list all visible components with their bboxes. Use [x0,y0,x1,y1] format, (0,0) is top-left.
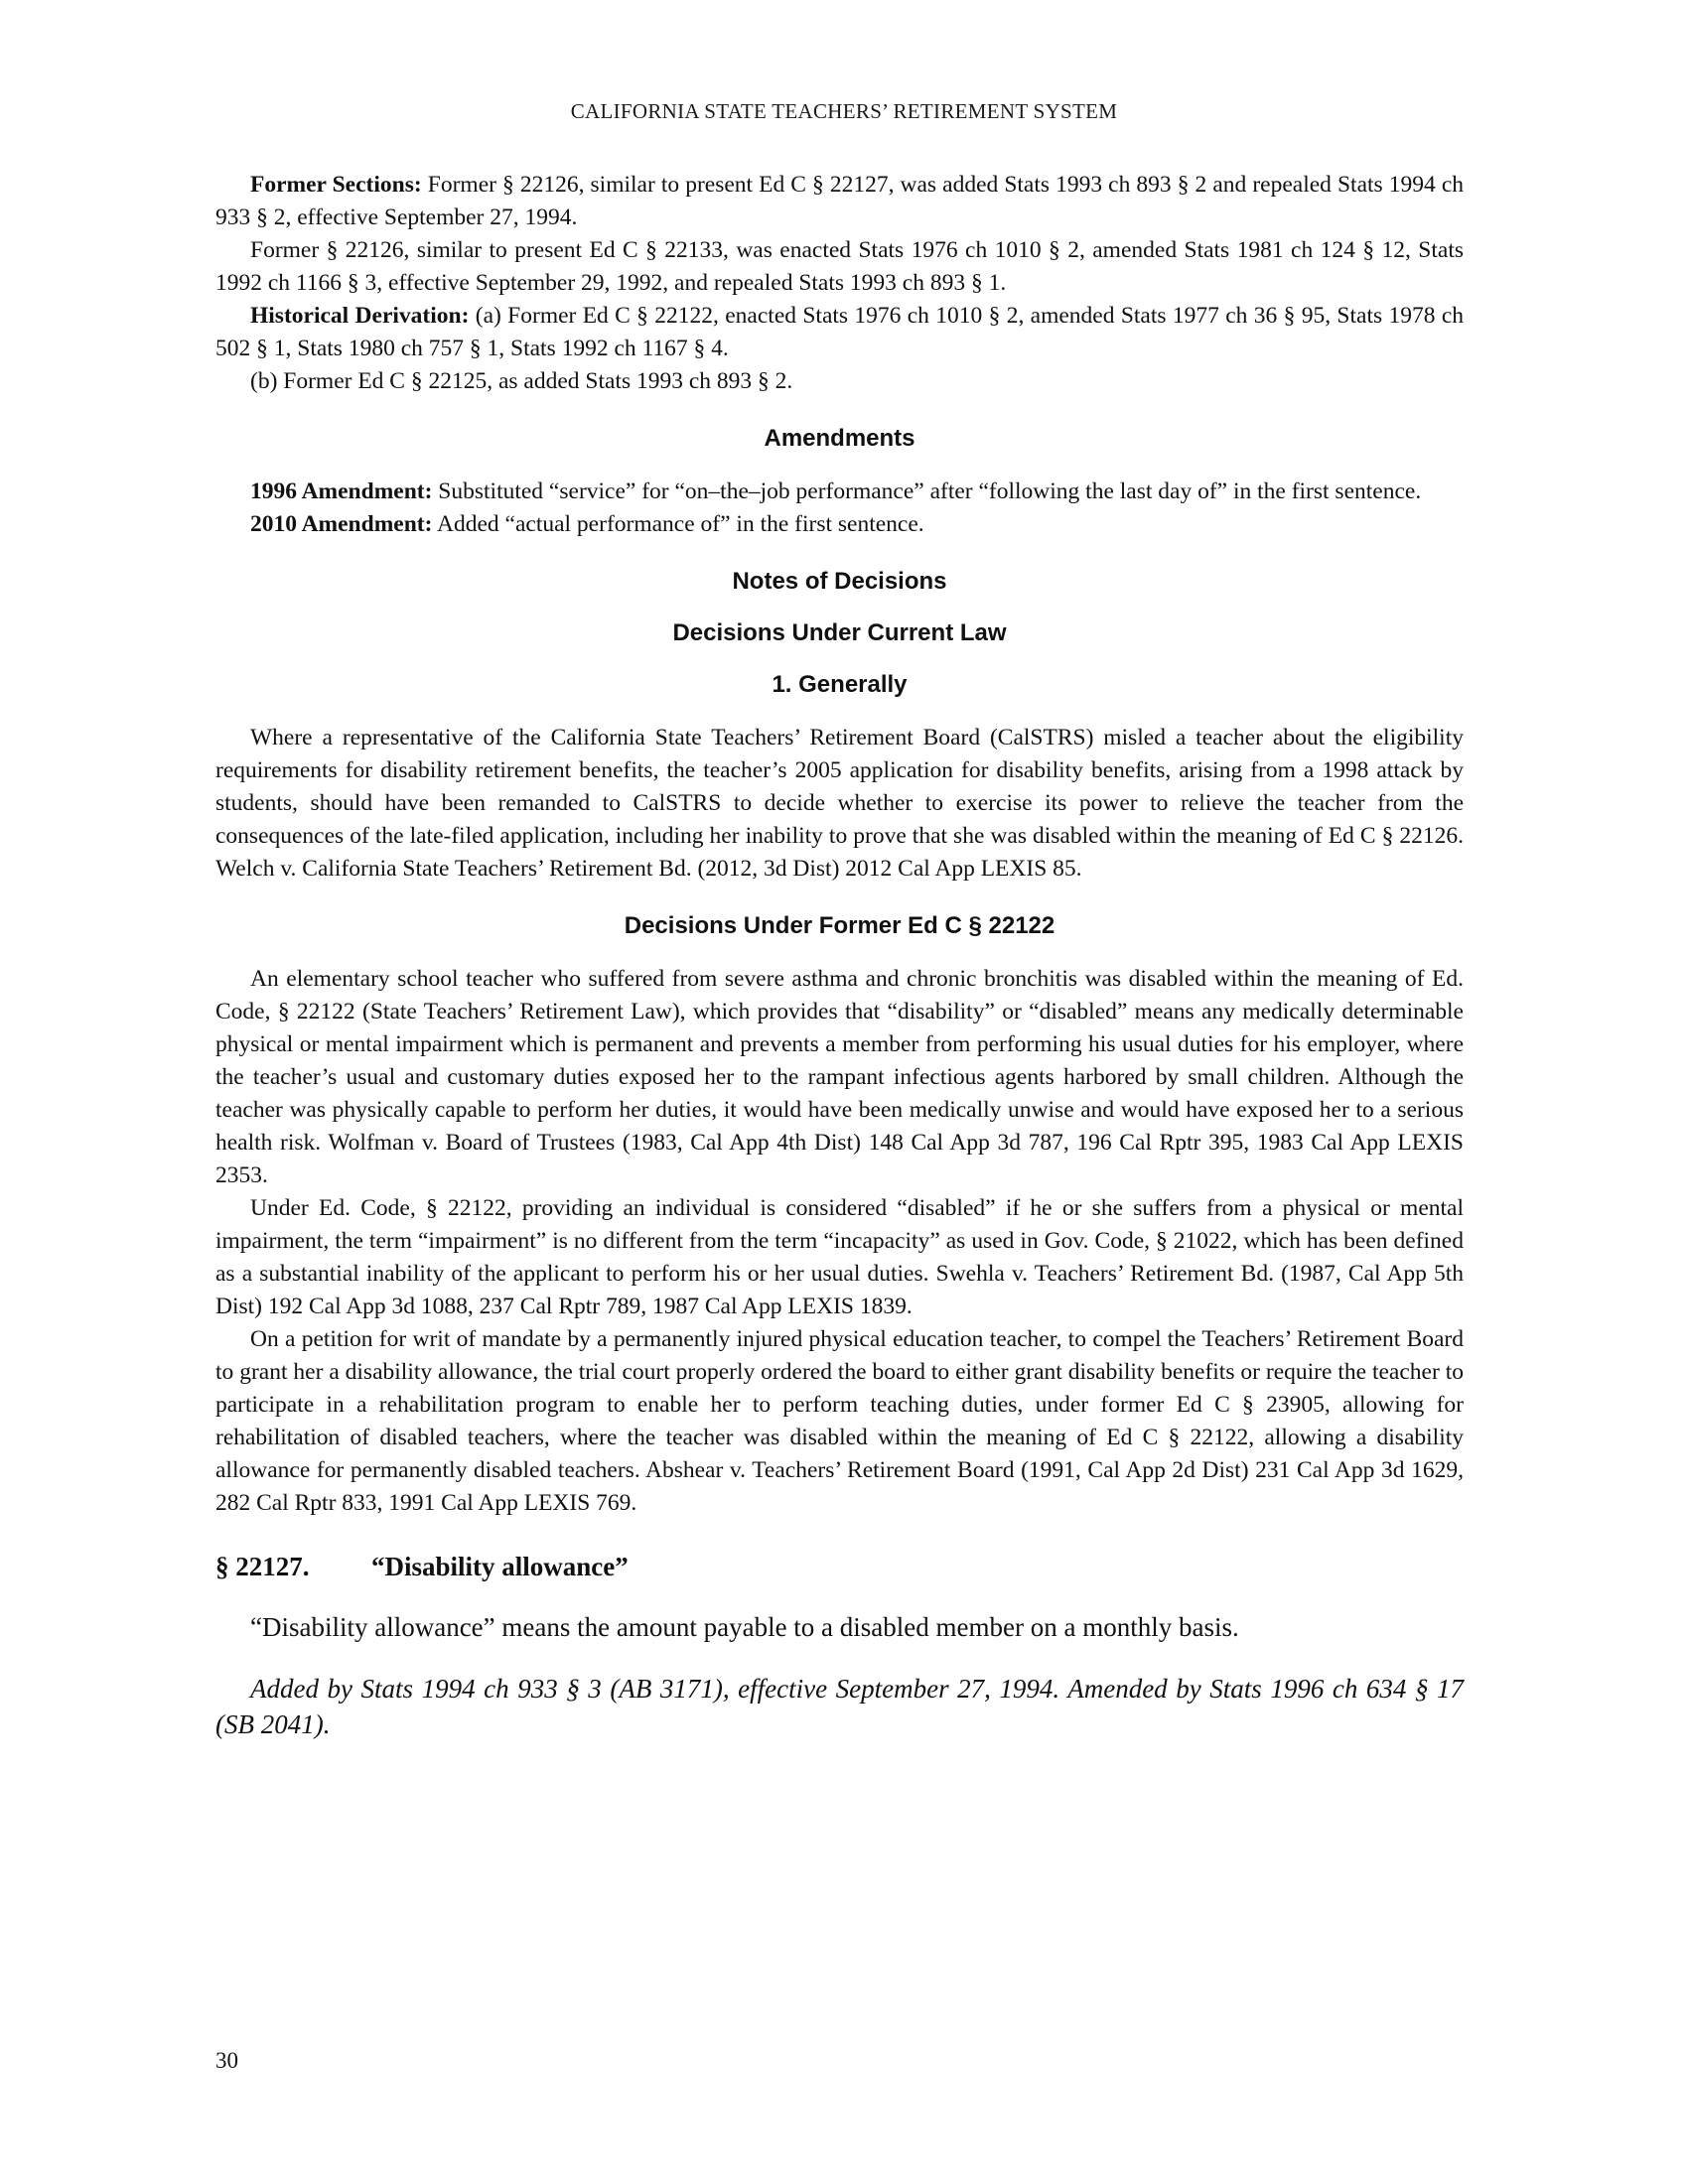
former-code-heading: Decisions Under Former Ed C § 22122 [624,912,1055,939]
amendments-heading: Amendments [764,425,915,452]
generally-heading: 1. Generally [772,671,908,698]
former-sections-note [215,169,1464,234]
section-history: Added by Stats 1994 ch 933 § 3 (AB 3171), effective September 27, 1994. Amended by Stats 1996 ch 634 § 17 (SB 2041). [215,1674,1464,1739]
historical-derivation-note [215,300,1464,365]
historical-derivation-label: Historical Derivation: [250,303,470,329]
running-header: CALIFORNIA STATE TEACHERS’ RETIREMENT SYSTEM [570,99,1118,123]
current-law-heading: Decisions Under Current Law [672,619,1007,646]
historical-derivation-note-b: (b) Former Ed C § 22125, as added Stats 1993 ch 893 § 2. [250,368,793,394]
decision-swehla: Under Ed. Code, § 22122, providing an individual is considered “disabled” if he or she suffers from a physical or mental impairment, the term “impairment” is no different from the term “incapacity” as used in Gov. Code, § 21022, which has been defined as a substantial inability of the applicant to perform his or her usual duties. Swehla v. Teachers’ Retirement Bd. (1987, Cal App 5th Dist) 192 Cal App 3d 1088, 237 Cal Rptr 789, 1987 Cal App LEXIS 1839. [215,1195,1464,1319]
former-sections-label: Former Sections: [250,172,422,198]
section-number: § 22127. [215,1552,310,1581]
page-number: 30 [215,2048,238,2073]
amendment-1996-text: Substituted “service” for “on–the–job performance” after “following the last day of” in the first sentence. [432,478,1422,504]
section-definition: “Disability allowance” means the amount payable to a disabled member on a monthly basis. [250,1612,1239,1642]
section-title: “Disability allowance” [371,1552,629,1581]
historical-derivation-text: (a) Former Ed C § 22122, enacted Stats 1976 ch 1010 § 2, amended Stats 1977 ch 36 § 95, Stats 1978 ch 502 § 1, Stats 1980 ch 757 § 1, Stats 1992 ch 1167 § 4. [215,303,1464,361]
amendment-1996 [215,476,1464,508]
amendment-2010-label: 2010 Amendment: [250,511,433,537]
decision-abshear: On a petition for writ of mandate by a permanently injured physical education teacher, to compel the Teachers’ Retirement Board to grant her a disability allowance, the trial court properly ordered the board to either grant disability benefits or require the teacher to participate in a rehabilitation program to enable her to perform teaching duties, under former Ed C § 23905, allowing for rehabilitation of disabled teachers, where the teacher was disabled within the meaning of Ed C § 22122, allowing a disability allowance for permanently disabled teachers. Abshear v. Teachers’ Retirement Board (1991, Cal App 2d Dist) 231 Cal App 3d 1629, 282 Cal Rptr 833, 1991 Cal App LEXIS 769. [215,1326,1464,1516]
decision-welch: Where a representative of the California State Teachers’ Retirement Board (CalSTRS) misled a teacher about the eligibility requirements for disability retirement benefits, the teacher’s 2005 application for disability benefits, arising from a 1998 attack by students, should have been remanded to CalSTRS to decide whether to exercise its power to relieve the teacher from the consequences of the late-filed application, including her inability to prove that she was disabled within the meaning of Ed C § 22126. Welch v. California State Teachers’ Retirement Bd. (2012, 3d Dist) 2012 Cal App LEXIS 85. [215,725,1464,882]
former-sections-note-2: Former § 22126, similar to present Ed C § 22133, was enacted Stats 1976 ch 1010 § 2, amended Stats 1981 ch 124 § 12, Stats 1992 ch 1166 § 3, effective September 29, 1992, and repealed Stats 1993 ch 893 § 1. [215,237,1464,296]
section-heading [215,1550,1464,1583]
notes-of-decisions-heading: Notes of Decisions [732,568,947,595]
amendment-2010-text: Added “actual performance of” in the first sentence. [432,511,924,537]
decision-wolfman: An elementary school teacher who suffered from severe asthma and chronic bronchitis was disabled within the meaning of Ed. Code, § 22122 (State Teachers’ Retirement Law), which provides that “disability” or “disabled” means any medically determinable physical or mental impairment which is permanent and prevents a member from performing his usual duties for his employer, where the teacher’s usual and customary duties exposed her to the rampant infectious agents harbored by small children. Although the teacher was physically capable to perform her duties, it would have been medically unwise and would have exposed her to a serious health risk. Wolfman v. Board of Trustees (1983, Cal App 4th Dist) 148 Cal App 3d 787, 196 Cal Rptr 395, 1983 Cal App LEXIS 2353. [215,966,1464,1188]
amendment-1996-label: 1996 Amendment: [250,478,433,504]
former-sections-text: Former § 22126, similar to present Ed C § 22127, was added Stats 1993 ch 893 § 2 and repealed Stats 1994 ch 933 § 2, effective September 27, 1994. [215,172,1464,230]
amendment-2010 [215,508,1464,541]
page-content [215,169,1464,1742]
